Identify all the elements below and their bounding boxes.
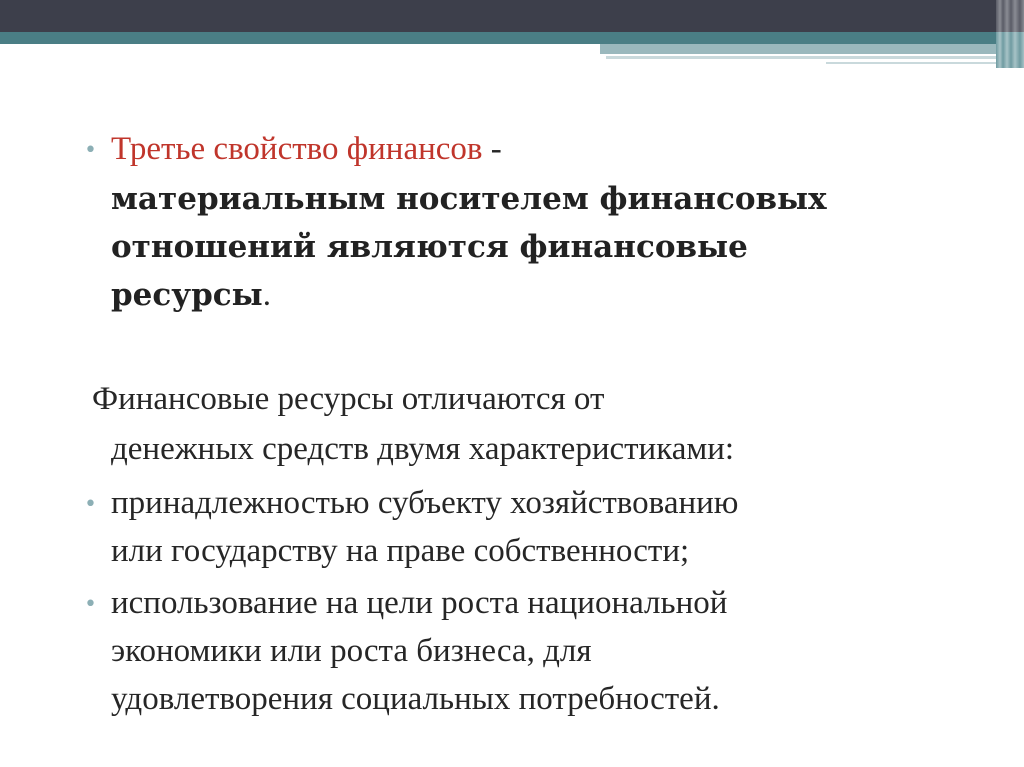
item1-period: . bbox=[262, 277, 271, 313]
header-divider-line-2 bbox=[826, 62, 1000, 64]
bullet-icon: • bbox=[84, 138, 97, 163]
item1-dash: - bbox=[482, 131, 502, 167]
item1-bold-line-2: отношений являются финансовые bbox=[111, 229, 748, 265]
bullet-icon: • bbox=[84, 592, 97, 617]
para-line-1: Финансовые ресурсы отличаются от bbox=[92, 381, 605, 417]
item3-line-3: удовлетворения социальных потребностей. bbox=[111, 681, 720, 717]
item3-line-2: экономики или роста бизнеса, для bbox=[111, 633, 592, 669]
item2-line-1: принадлежностью субъекту хозяйствованию bbox=[111, 485, 739, 521]
item1-bold-line-3: ресурсы bbox=[111, 277, 263, 313]
header-divider-line bbox=[606, 56, 1000, 59]
header-bar bbox=[0, 0, 1024, 32]
header-teal-stripe bbox=[0, 32, 1000, 44]
item3-line-1: использование на цели роста национальной bbox=[111, 585, 728, 621]
header-edge-teal-decoration bbox=[996, 32, 1024, 68]
bullet-icon: • bbox=[84, 492, 97, 517]
item1-line4 bbox=[111, 270, 271, 321]
para-line-2: денежных средств двумя характеристиками: bbox=[111, 431, 735, 467]
item1-bold-line-1: материальным носителем финансовых bbox=[111, 181, 827, 217]
item1-red-text: Третье свойство финансов bbox=[111, 131, 483, 167]
item2-line-2: или государству на праве собственности; bbox=[111, 533, 690, 569]
header-light-stripe bbox=[600, 44, 1000, 54]
item1-line1 bbox=[111, 124, 502, 175]
